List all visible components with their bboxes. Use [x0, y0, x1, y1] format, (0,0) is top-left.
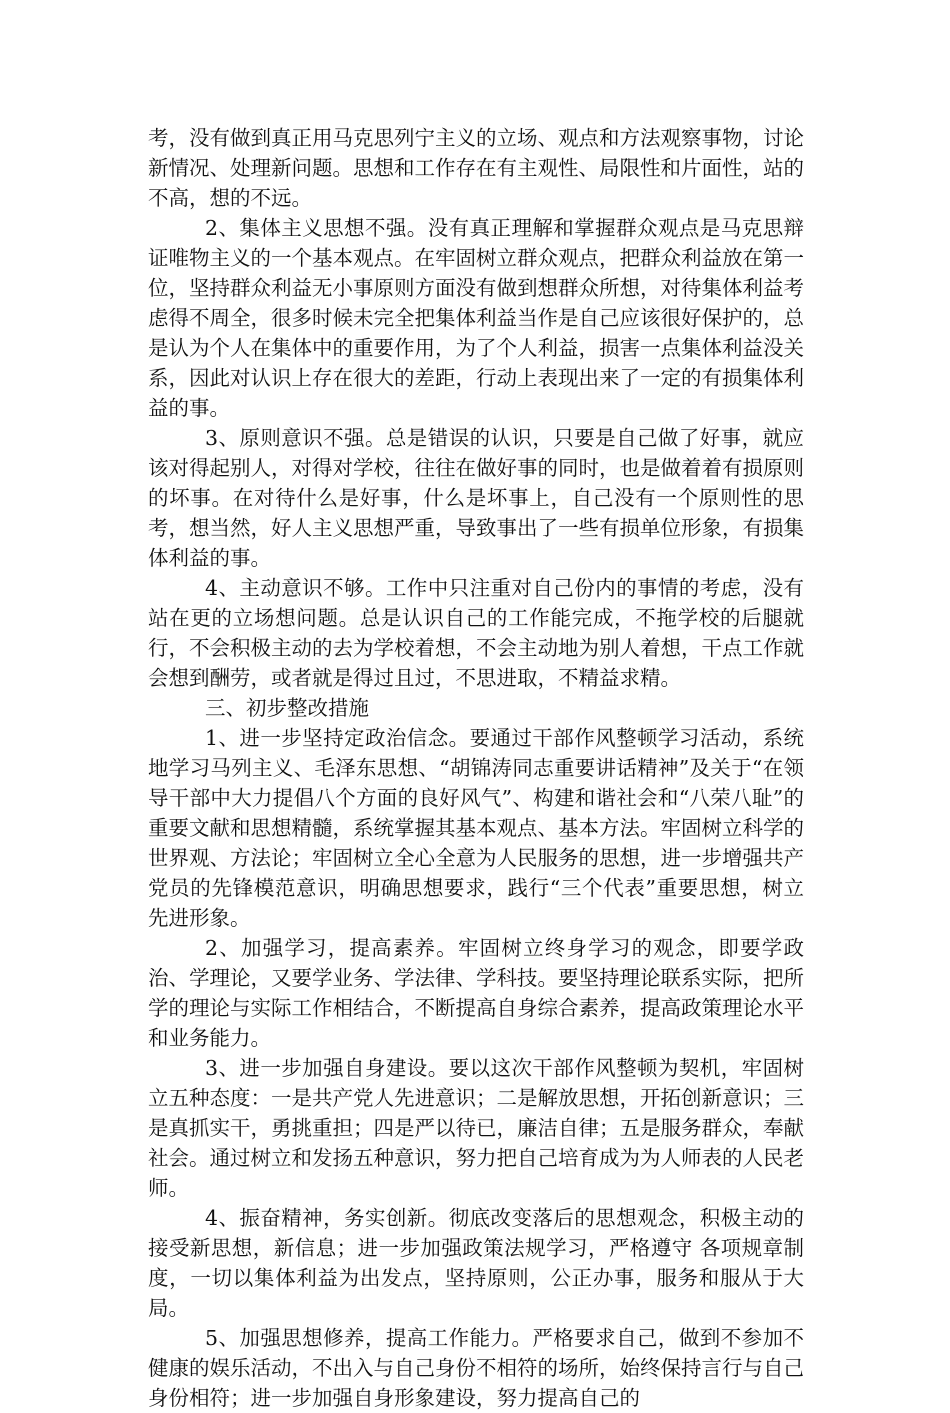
paragraph-cultivation: 5、加强思想修养，提高工作能力。严格要求自己，做到不参加不健康的娱乐活动，不出入与自己身份不相符的场所，始终保持言行与自己身份相符；进一步加强自身形象建设，努力提高自己的 — [148, 1326, 804, 1410]
paragraph-study: 2、加强学习，提高素养。牢固树立终身学习的观念，即要学政治、学理论，又要学业务、学法律、学科技。要坚持理论联系实际，把所学的理论与实际工作相结合，不断提高自身综合素养，提高政策理论水平和业务能力。 — [148, 936, 804, 1050]
paragraph-self-building: 3、进一步加强自身建设。要以这次干部作风整顿为契机，牢固树立五种态度：一是共产党人先进意识；二是解放思想，开拓创新意识；三是真抓实干，勇挑重担；四是严以待已，廉洁自律；五是服务群众，奉献社会。通过树立和发扬五种意识，努力把自己培育成为为人师表的人民老师。 — [148, 1056, 804, 1200]
paragraph-political-belief: 1、进一步坚持定政治信念。要通过干部作风整顿学习活动，系统地学习马列主义、毛泽东思想、“胡锦涛同志重要讲话精神”及关于“在领导干部中大力提倡八个方面的良好风气”、构建和谐社会和“八荣八耻”的重要文献和思想精髓，系统掌握其基本观点、基本方法。牢固树立科学的世界观、方法论；牢固树立全心全意为人民服务的思想，进一步增强共产党员的先锋模范意识，明确思想要求，践行“三个代表”重要思想，树立先进形象。 — [148, 726, 804, 930]
paragraph-principle: 3、原则意识不强。总是错误的认识，只要是自己做了好事，就应该对得起别人，对得对学校，往往在做好事的同时，也是做着着有损原则的坏事。在对待什么是好事，什么是坏事上，自己没有一个原则性的思考，想当然，好人主义思想严重，导致事出了一些有损单位形象，有损集体利益的事。 — [148, 426, 804, 570]
document-body — [148, 123, 804, 1413]
paragraph-continuation: 考，没有做到真正用马克思列宁主义的立场、观点和方法观察事物，讨论新情况、处理新问题。思想和工作存在有主观性、局限性和片面性，站的不高，想的不远。 — [148, 126, 804, 210]
paragraph-innovation: 4、振奋精神，务实创新。彻底改变落后的思想观念，积极主动的接受新思想，新信息；进一步加强政策法规学习，严格遵守 各项规章制度，一切以集体利益为出发点，坚持原则，公正办事，服务和服从于大局。 — [148, 1206, 804, 1320]
paragraph-collectivism: 2、集体主义思想不强。没有真正理解和掌握群众观点是马克思辩证唯物主义的一个基本观点。在牢固树立群众观点，把群众利益放在第一位，坚持群众利益无小事原则方面没有做到想群众所想，对待集体利益考虑得不周全，很多时候未完全把集体利益当作是自己应该很好保护的，总是认为个人在集体中的重要作用，为了个人利益，损害一点集体利益没关系，因此对认识上存在很大的差距，行动上表现出来了一定的有损集体利益的事。 — [148, 216, 804, 420]
paragraph-initiative: 4、主动意识不够。工作中只注重对自己份内的事情的考虑，没有站在更的立场想问题。总是认识自己的工作能完成，不拖学校的后腿就行，不会积极主动的去为学校着想，不会主动地为别人着想，干点工作就会想到酬劳，或者就是得过且过，不思进取，不精益求精。 — [148, 576, 804, 690]
section-heading-rectification: 三、初步整改措施 — [205, 696, 369, 720]
